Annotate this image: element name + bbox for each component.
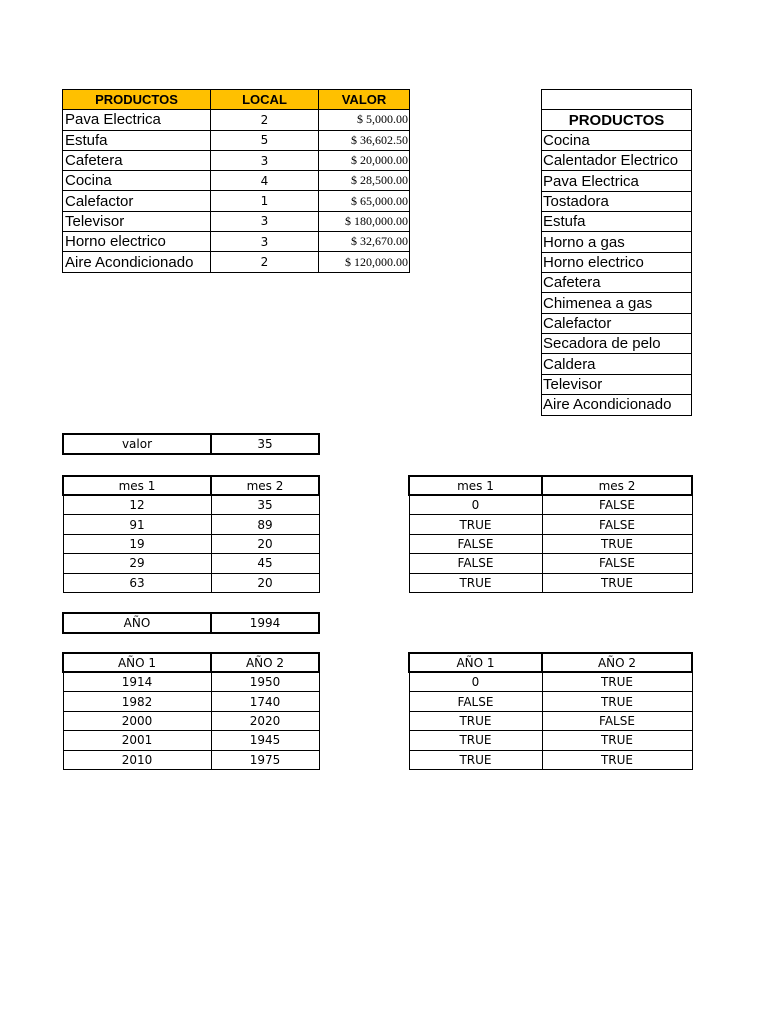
table-header-row — [63, 653, 319, 672]
list-item — [542, 395, 692, 415]
list-item-cell[interactable]: Estufa — [542, 212, 692, 232]
table-row — [63, 692, 319, 711]
table-cell[interactable]: 63 — [63, 573, 211, 592]
table-row — [63, 672, 319, 692]
cell-local[interactable]: 2 — [211, 110, 319, 130]
header-mes-1[interactable]: mes 1 — [409, 476, 542, 495]
table-row — [63, 171, 410, 191]
table-cell[interactable]: 1982 — [63, 692, 211, 711]
table-cell[interactable]: 35 — [211, 495, 319, 515]
list-item-cell[interactable]: Cafetera — [542, 273, 692, 293]
list-item-cell[interactable]: Pava Electrica — [542, 171, 692, 191]
table-row — [409, 672, 692, 692]
cell-valor[interactable]: $ 120,000.00 — [319, 252, 410, 272]
table-row — [63, 711, 319, 730]
anio-table — [62, 652, 320, 770]
table-cell[interactable]: TRUE — [542, 573, 692, 592]
table-row — [63, 495, 319, 515]
table-header-row — [63, 476, 319, 495]
table-cell[interactable]: TRUE — [409, 750, 542, 769]
table-cell[interactable]: 0 — [409, 495, 542, 515]
cell-product-name[interactable]: Calefactor — [63, 191, 211, 211]
table-cell[interactable]: FALSE — [542, 495, 692, 515]
products-list — [541, 89, 692, 416]
table-cell[interactable]: 29 — [63, 554, 211, 573]
table-cell[interactable]: TRUE — [409, 515, 542, 534]
cell-valor[interactable]: $ 28,500.00 — [319, 171, 410, 191]
table-cell[interactable]: TRUE — [409, 573, 542, 592]
table-cell[interactable]: TRUE — [409, 731, 542, 750]
table-row — [63, 191, 410, 211]
table-cell[interactable]: 1950 — [211, 672, 319, 692]
header-productos[interactable]: PRODUCTOS — [63, 90, 211, 110]
list-title[interactable]: PRODUCTOS — [542, 110, 692, 130]
list-item-cell[interactable]: Caldera — [542, 354, 692, 374]
list-item — [542, 90, 692, 110]
cell-local[interactable]: 4 — [211, 171, 319, 191]
list-item — [542, 273, 692, 293]
table-cell[interactable]: FALSE — [409, 692, 542, 711]
cell-local[interactable]: 3 — [211, 211, 319, 231]
list-item — [542, 232, 692, 252]
table-row — [63, 534, 319, 553]
table-cell[interactable]: 89 — [211, 515, 319, 534]
cell-product-name[interactable]: Horno electrico — [63, 232, 211, 252]
table-cell[interactable]: 1914 — [63, 672, 211, 692]
table-cell[interactable]: FALSE — [542, 554, 692, 573]
table-cell[interactable]: TRUE — [542, 750, 692, 769]
table-row — [63, 554, 319, 573]
table-row — [409, 692, 692, 711]
list-item-cell[interactable]: Aire Acondicionado — [542, 395, 692, 415]
table-cell[interactable]: 91 — [63, 515, 211, 534]
valor-label[interactable]: valor — [63, 434, 211, 454]
list-item — [542, 354, 692, 374]
list-item — [542, 313, 692, 333]
table-cell[interactable]: 20 — [211, 534, 319, 553]
list-item — [542, 130, 692, 150]
table-row — [409, 731, 692, 750]
table-cell[interactable]: FALSE — [409, 534, 542, 553]
products-table — [62, 89, 410, 273]
list-item — [542, 151, 692, 171]
list-item — [542, 374, 692, 394]
table-cell[interactable]: 2010 — [63, 750, 211, 769]
list-item-cell[interactable]: Horno a gas — [542, 232, 692, 252]
table-row — [409, 750, 692, 769]
table-cell[interactable]: 1975 — [211, 750, 319, 769]
table-row — [63, 573, 319, 592]
list-item — [542, 191, 692, 211]
table-cell[interactable]: TRUE — [542, 672, 692, 692]
cell-valor[interactable]: $ 180,000.00 — [319, 211, 410, 231]
table-row — [63, 110, 410, 130]
list-item-cell[interactable]: Cocina — [542, 130, 692, 150]
list-item-cell[interactable]: Televisor — [542, 374, 692, 394]
list-item-cell[interactable]: Calefactor — [542, 313, 692, 333]
empty-cell[interactable] — [542, 90, 692, 110]
valor-value[interactable]: 35 — [211, 434, 319, 454]
table-cell[interactable]: FALSE — [409, 554, 542, 573]
table-row — [409, 573, 692, 592]
table-cell[interactable]: 45 — [211, 554, 319, 573]
header-anio-1[interactable]: AÑO 1 — [63, 653, 211, 672]
table-cell[interactable]: FALSE — [542, 711, 692, 730]
cell-product-name[interactable]: Aire Acondicionado — [63, 252, 211, 272]
header-mes-2[interactable]: mes 2 — [211, 476, 319, 495]
mes-table — [62, 475, 320, 593]
list-item — [542, 252, 692, 272]
list-item-cell[interactable]: Chimenea a gas — [542, 293, 692, 313]
table-cell[interactable]: FALSE — [542, 515, 692, 534]
table-row — [63, 613, 319, 633]
list-item — [542, 212, 692, 232]
cell-local[interactable]: 2 — [211, 252, 319, 272]
table-row — [63, 232, 410, 252]
table-cell[interactable]: 20 — [211, 573, 319, 592]
table-cell[interactable]: TRUE — [542, 731, 692, 750]
header-mes-2[interactable]: mes 2 — [542, 476, 692, 495]
table-cell[interactable]: 2020 — [211, 711, 319, 730]
table-row — [409, 554, 692, 573]
cell-product-name[interactable]: Pava Electrica — [63, 110, 211, 130]
table-cell[interactable]: 1740 — [211, 692, 319, 711]
cell-product-name[interactable]: Cocina — [63, 171, 211, 191]
cell-valor[interactable]: $ 5,000.00 — [319, 110, 410, 130]
list-item — [542, 293, 692, 313]
table-header-row — [409, 476, 692, 495]
table-cell[interactable]: 2001 — [63, 731, 211, 750]
table-row — [63, 130, 410, 150]
header-anio-1[interactable]: AÑO 1 — [409, 653, 542, 672]
anio-results-table — [408, 652, 693, 770]
table-row — [63, 150, 410, 170]
table-row — [63, 434, 319, 454]
anio-value[interactable]: 1994 — [211, 613, 319, 633]
list-item — [542, 334, 692, 354]
cell-valor[interactable]: $ 36,602.50 — [319, 130, 410, 150]
table-cell[interactable]: 2000 — [63, 711, 211, 730]
cell-local[interactable]: 1 — [211, 191, 319, 211]
cell-local[interactable]: 5 — [211, 130, 319, 150]
table-cell[interactable]: 1945 — [211, 731, 319, 750]
header-local[interactable]: LOCAL — [211, 90, 319, 110]
table-row — [409, 711, 692, 730]
table-row — [409, 515, 692, 534]
table-cell[interactable]: 12 — [63, 495, 211, 515]
table-row — [409, 534, 692, 553]
cell-product-name[interactable]: Cafetera — [63, 150, 211, 170]
anio-box — [62, 612, 320, 634]
anio-label[interactable]: AÑO — [63, 613, 211, 633]
list-header-row — [542, 110, 692, 130]
list-item-cell[interactable]: Calentador Electrico — [542, 151, 692, 171]
cell-valor[interactable]: $ 65,000.00 — [319, 191, 410, 211]
table-cell[interactable]: TRUE — [409, 711, 542, 730]
table-row — [63, 211, 410, 231]
header-anio-2[interactable]: AÑO 2 — [211, 653, 319, 672]
cell-valor[interactable]: $ 20,000.00 — [319, 150, 410, 170]
table-header-row — [409, 653, 692, 672]
table-row — [63, 731, 319, 750]
table-row — [409, 495, 692, 515]
table-cell[interactable]: TRUE — [542, 534, 692, 553]
valor-box — [62, 433, 320, 455]
table-cell[interactable]: 19 — [63, 534, 211, 553]
table-row — [63, 515, 319, 534]
header-anio-2[interactable]: AÑO 2 — [542, 653, 692, 672]
list-item-cell[interactable]: Secadora de pelo — [542, 334, 692, 354]
table-cell[interactable]: TRUE — [542, 692, 692, 711]
cell-local[interactable]: 3 — [211, 150, 319, 170]
mes-results-table — [408, 475, 693, 593]
list-item-cell[interactable]: Tostadora — [542, 191, 692, 211]
header-mes-1[interactable]: mes 1 — [63, 476, 211, 495]
cell-product-name[interactable]: Estufa — [63, 130, 211, 150]
table-cell[interactable]: 0 — [409, 672, 542, 692]
list-item — [542, 171, 692, 191]
list-item-cell[interactable]: Horno electrico — [542, 252, 692, 272]
cell-valor[interactable]: $ 32,670.00 — [319, 232, 410, 252]
table-row — [63, 252, 410, 272]
cell-product-name[interactable]: Televisor — [63, 211, 211, 231]
table-row — [63, 750, 319, 769]
header-valor[interactable]: VALOR — [319, 90, 410, 110]
cell-local[interactable]: 3 — [211, 232, 319, 252]
table-header-row — [63, 90, 410, 110]
